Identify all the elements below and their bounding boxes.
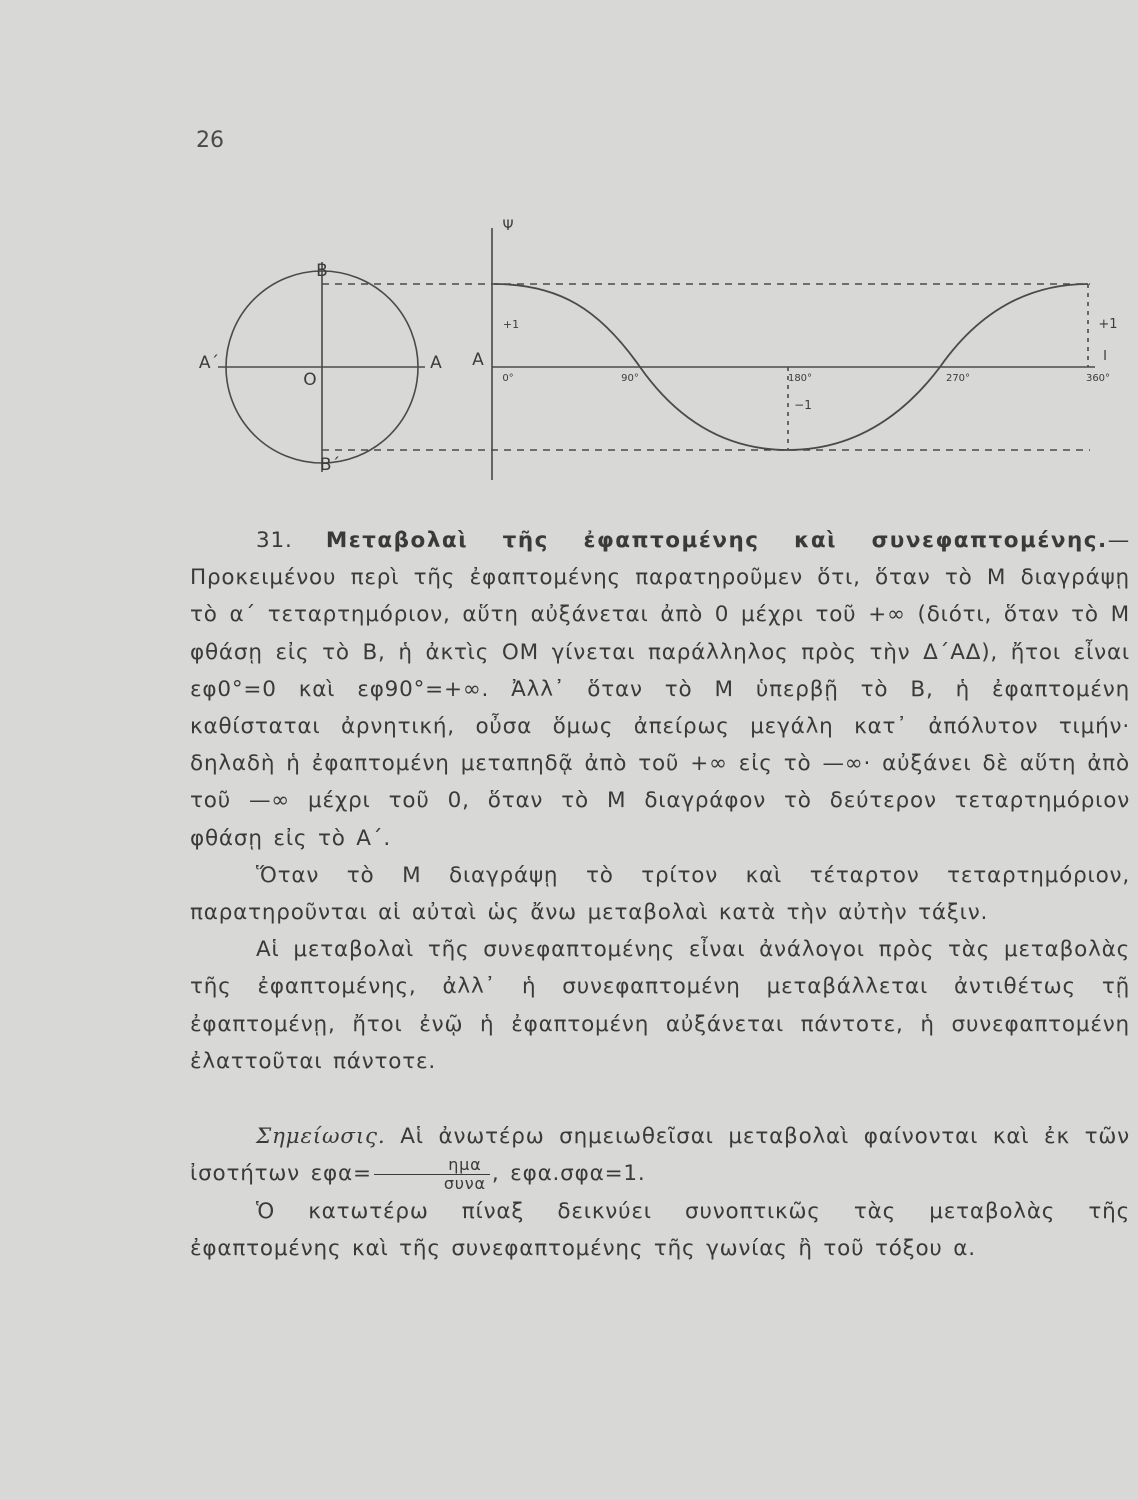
section-paragraph-2: Ὅταν τὸ Μ διαγράψῃ τὸ τρίτον καὶ τέταρτον τεταρτημόριον, παρατηροῦνται αἱ αὐταὶ ὡς ἄνω μεταβολαὶ κατὰ τὴν αὐτὴν τάξιν. <box>190 862 1130 926</box>
label-a-origin: A <box>472 350 484 370</box>
label-deg-0: 0° <box>502 373 514 384</box>
section-number: 31. <box>256 528 293 553</box>
label-deg-270: 270° <box>945 373 971 384</box>
section-paragraph-1: —Προκειμένου περὶ τῆς ἐφαπτομένης παρατηροῦμεν ὅτι, ὅταν τὸ Μ διαγράψῃ τὸ α΄ τεταρτημόριον, αὕτη αὐξάνεται ἀπὸ 0 μέχρι τοῦ +∞ (διότι, ὅταν τὸ Μ φθάσῃ εἰς τὸ Β, ἡ ἀκτὶς ΟΜ γίνεται παράλληλος πρὸς τὴν Δ΄ΑΔ), ἤτοι εἶναι εφ0°=0 καὶ εφ90°=+∞. Ἀλλ᾽ ὅταν τὸ Μ ὑπερβῇ τὸ Β, ἡ ἐφαπτομένη καθίσταται ἀρνητική, οὖσα ὅμως ἀπείρως μεγάλη κατ᾽ ἀπόλυτον τιμήν· δηλαδὴ ἡ ἐφαπτομένη μεταπηδᾷ ἀπὸ τοῦ +∞ εἰς τὸ —∞· αὐξάνει δὲ αὕτη ἀπὸ τοῦ —∞ μέχρι τοῦ 0, ὅταν τὸ Μ διαγράφον τὸ δεύτερον τεταρτημόριον φθάσῃ εἰς τὸ Α΄. <box>190 528 1130 851</box>
label-x-marker: I <box>1103 349 1107 364</box>
body-text <box>190 522 1130 1267</box>
label-a-prime: A΄ <box>198 353 220 373</box>
label-deg-90: 90° <box>621 373 639 384</box>
label-plus-one-left: +1 <box>502 318 520 331</box>
label-plus-one-right: +1 <box>1098 317 1118 332</box>
fraction-denominator: συνα <box>443 1173 486 1193</box>
label-o: O <box>303 370 317 390</box>
closing-paragraph: Ὁ κατωτέρω πίναξ δεικνύει συνοπτικῶς τὰς μεταβολὰς τῆς ἐφαπτομένης καὶ τῆς συνεφαπτομένης τῆς γωνίας ἢ τοῦ τόξου α. <box>190 1198 1130 1261</box>
label-b: B <box>316 261 328 281</box>
fraction <box>374 1156 490 1193</box>
note-label: Σημείωσις. <box>256 1124 386 1150</box>
note-text-after: , εφα.σφα=1. <box>491 1161 646 1187</box>
section-title: Μεταβολαὶ τῆς ἐφαπτομένης καὶ συνεφαπτομένης. <box>325 528 1108 553</box>
note-paragraph <box>190 1118 1130 1193</box>
page-number: 26 <box>196 128 224 153</box>
label-deg-360: 360° <box>1085 373 1111 384</box>
label-minus-one: −1 <box>794 398 812 412</box>
label-psi: Ψ <box>502 218 514 234</box>
label-b-prime: B΄ <box>319 455 341 475</box>
note-text-before: Αἱ ἀνωτέρω σημειωθεῖσαι μεταβολαὶ φαίνονται καὶ ἐκ τῶν ἰσοτήτων εφα= <box>190 1124 1130 1187</box>
section-paragraph-3: Αἱ μεταβολαὶ τῆς συνεφαπτομένης εἶναι ἀνάλογοι πρὸς τὰς μεταβολὰς τῆς ἐφαπτομένης, ἀλλ᾽ ἡ συνεφαπτομένη μεταβάλλεται ἀντιθέτως τῇ ἐφαπτομένῃ, ἤτοι ἐνῷ ἡ ἐφαπτομένη αὐξάνεται πάντοτε, ἡ συνεφαπτομένη ἐλαττοῦται πάντοτε. <box>190 937 1130 1074</box>
fraction-numerator: ημα <box>374 1156 490 1175</box>
label-deg-180: 180° <box>787 373 813 384</box>
sine-wave-figure <box>0 200 1138 500</box>
section-31-paragraph <box>190 522 1130 857</box>
label-a-circle: A <box>430 353 442 373</box>
